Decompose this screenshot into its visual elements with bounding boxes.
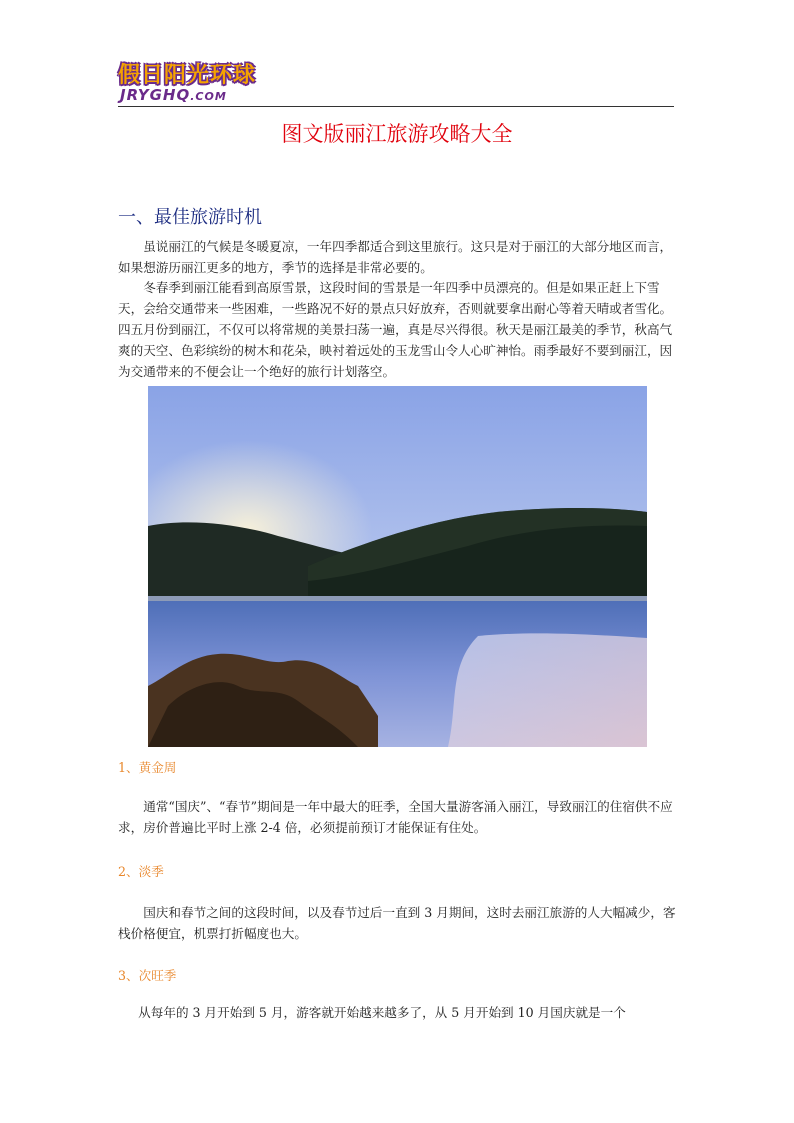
header-divider — [118, 106, 674, 107]
logo-chinese-text: 假日阳光环球 — [118, 63, 257, 88]
section-heading-best-time: 一、最佳旅游时机 — [118, 207, 262, 228]
subheading-golden-week: 1、黄金周 — [118, 760, 177, 775]
logo-domain-text: JRYGHQ.COM — [120, 86, 227, 104]
paragraph-golden-week: 通常“国庆”、“春节”期间是一年中最大的旺季，全国大量游客涌入丽江，导致丽江的住宿供不应求，房价普遍比平时上涨 2-4 倍，必须提前预订才能保证有住处。 — [118, 799, 673, 835]
paragraph-off-season: 国庆和春节之间的这段时间，以及春节过后一直到 3 月期间，这时去丽江旅游的人大幅减少，客栈价格便宜，机票打折幅度也大。 — [118, 905, 676, 941]
paragraph-shoulder-season: 从每年的 3 月开始到 5 月，游客就开始越来越多了，从 5 月开始到 10 月国庆就是一个 — [138, 1005, 626, 1020]
subheading-off-season: 2、淡季 — [118, 864, 164, 879]
document-title: 图文版丽江旅游攻略大全 — [281, 122, 513, 146]
lake-photo — [148, 386, 647, 747]
paragraph-intro: 虽说丽江的气候是冬暖夏凉，一年四季都适合到这里旅行。这只是对于丽江的大部分地区而言，如果想游历丽江更多的地方，季节的选择是非常必要的。 — [118, 239, 673, 275]
paragraph-seasons: 冬春季到丽江能看到高原雪景，这段时间的雪景是一年四季中员漂亮的。但是如果正赶上下雪天，会给交通带来一些困难，一些路况不好的景点只好放弃，否则就要拿出耐心等着天晴或者雪化。四五月份到丽江，不仅可以将常规的美景扫荡一遍，真是尽兴得很。秋天是丽江最美的季节，秋高气爽的天空、色彩缤纷的树木和花朵，映衬着远处的玉龙雪山令人心旷神怡。雨季最好不要到丽江，因为交通带来的不便会让一个绝好的旅行计划落空。 — [118, 280, 673, 379]
subheading-shoulder-season: 3、次旺季 — [118, 968, 177, 983]
site-logo[interactable] — [118, 58, 268, 106]
